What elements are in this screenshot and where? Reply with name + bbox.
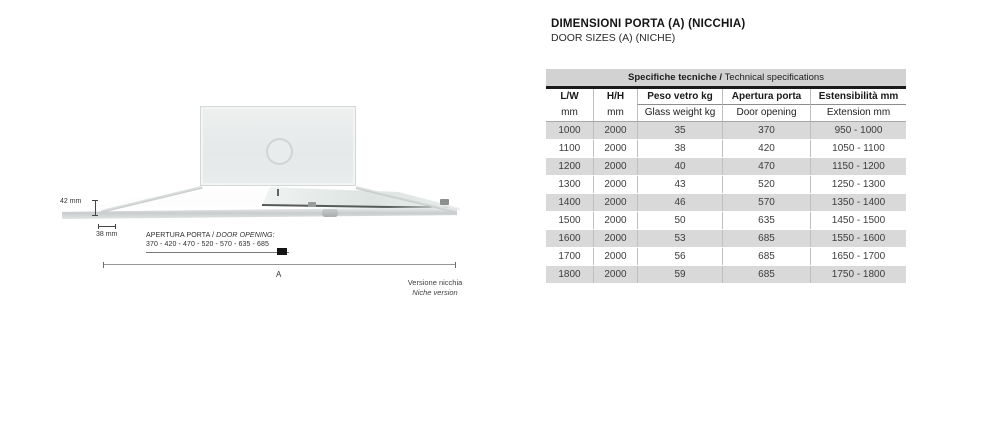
table-row [546,194,906,212]
door-roller-foot [322,209,338,217]
table-cell: 2000 [593,212,637,229]
table-cell: 2000 [593,122,637,139]
table-row [546,158,906,176]
table-cell: 56 [637,248,722,265]
table-cell: 1100 [558,143,581,154]
table-row [546,122,906,140]
door-roller-right [440,199,449,205]
door-opening-end-marker [277,248,287,255]
door-roller-left [308,202,316,207]
table-caption [546,69,906,86]
column-header-sub: Extension mm [810,105,906,121]
table-header-row-2 [546,105,906,121]
table-cell: 1450 - 1500 [810,212,906,229]
table-cell: 420 [722,140,810,157]
table-cell: 1550 - 1600 [810,230,906,247]
dimension-42mm-bracket [92,200,98,216]
table-cell: 53 [637,230,722,247]
table-cell: 46 [637,194,722,211]
table-cell: 2000 [593,194,637,211]
door-handle-slot [277,189,279,196]
table-cell: 370 [722,122,810,139]
column-header: Estensibilità mm [810,89,906,105]
column-header: Apertura porta [722,89,810,105]
table-row [546,266,906,284]
version-caption-en: Niche version [412,287,458,297]
table-cell: 1500 [558,215,581,226]
column-header: L/W [560,91,579,102]
table-cell: 2000 [593,158,637,175]
door-opening-annotation [146,232,275,249]
table-cell: 685 [722,266,810,283]
dimension-a-line [103,262,456,268]
table-cell: 59 [637,266,722,283]
table-row [546,176,906,194]
table-cell: 1050 - 1100 [810,140,906,157]
table-row [546,212,906,230]
door-opening-values: 370 - 420 - 470 - 520 - 570 - 635 - 685 [146,240,269,248]
table-cell: 50 [637,212,722,229]
column-header: H/H [593,89,637,105]
dimension-42mm-label: 42 mm [60,198,82,205]
door-opening-title: APERTURA PORTA / DOOR OPENING: [146,232,275,239]
table-cell: 470 [722,158,810,175]
table-cell: 2000 [593,248,637,265]
table-header-row-1 [546,89,906,105]
table-cell: 1300 [558,179,581,190]
table-cell: 1800 [558,269,581,280]
table-cell: 2000 [593,230,637,247]
table-row [546,230,906,248]
table-cell: 685 [722,230,810,247]
table-caption-en: Technical specifications [724,72,824,83]
table-cell: 1700 [558,251,581,262]
table-cell: 1650 - 1700 [810,248,906,265]
table-cell: 1600 [558,233,581,244]
door-opening-dimension-line [146,252,289,253]
table-cell: 1250 - 1300 [810,176,906,193]
column-header-sub: Door opening [722,105,810,121]
version-caption-it: Versione nicchia [407,278,463,287]
column-header-sub: mm [593,105,637,121]
table-body [546,122,906,284]
table-cell: 1350 - 1400 [810,194,906,211]
table-cell: 2000 [593,176,637,193]
table-cell: 685 [722,248,810,265]
panel-knob-circle [266,138,293,165]
dimension-38mm-label: 38 mm [96,231,118,238]
table-cell: 635 [722,212,810,229]
table-cell: 520 [722,176,810,193]
door-opening-title-en: DOOR OPENING: [216,232,275,239]
table-cell: 1750 - 1800 [810,266,906,283]
page-title: DIMENSIONI PORTA (A) (NICCHIA) [551,18,746,30]
table-cell: 1400 [558,197,581,208]
dimension-38mm-measure [98,224,116,229]
table-cell: 950 - 1000 [810,122,906,139]
table-row [546,140,906,158]
table-cell: 1200 [558,161,581,172]
table-header [546,89,906,122]
table-row [546,248,906,266]
table-cell: 43 [637,176,722,193]
column-header-sub: mm [561,107,578,118]
table-cell: 1150 - 1200 [810,158,906,175]
table-cell: 570 [722,194,810,211]
version-caption [380,278,490,297]
column-header-sub: Glass weight kg [637,105,722,121]
table-cell: 35 [637,122,722,139]
table-cell: 1000 [558,125,581,136]
table-cell: 2000 [593,266,637,283]
dimension-a-label: A [276,270,282,279]
table-cell: 40 [637,158,722,175]
specifications-table [546,69,906,284]
door-technical-drawing [50,90,475,310]
table-cell: 38 [637,140,722,157]
table-cell: 2000 [593,140,637,157]
column-header: Peso vetro kg [637,89,722,105]
page-subtitle: DOOR SIZES (A) (NICHE) [551,32,676,44]
section-heading [551,18,745,44]
table-caption-it: Specifiche tecniche / [628,72,725,83]
